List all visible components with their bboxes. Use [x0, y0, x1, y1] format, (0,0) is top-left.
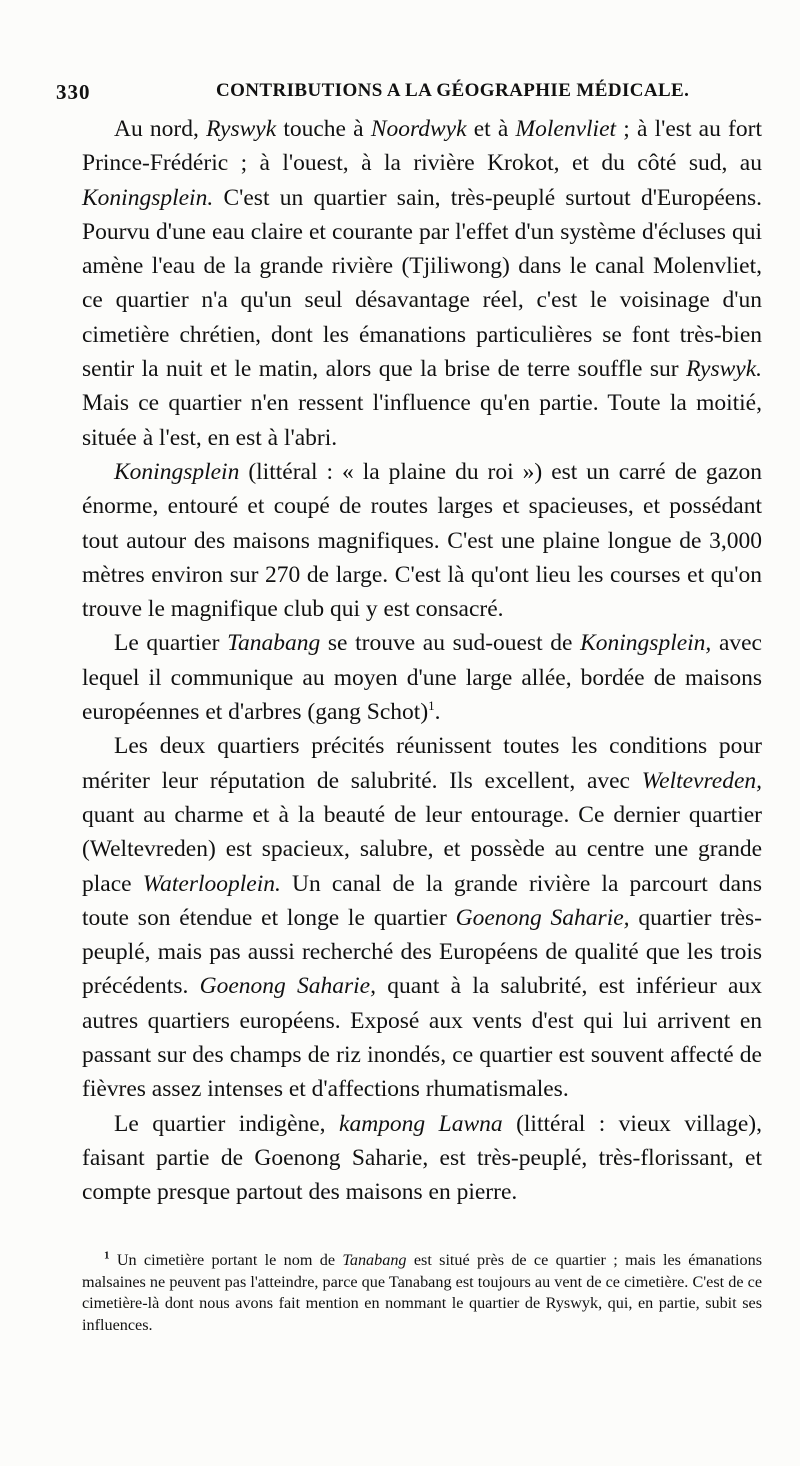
italic-text: Goenong Saharie, — [199, 973, 376, 1000]
text-run: Les deux quartiers précités réunissent toutes les conditions pour mériter leur réputation de salubrité. Ils excellent, avec — [82, 733, 762, 794]
page-header — [56, 80, 756, 110]
text-run: quartier très-peuplé, mais pas aussi recherché des Européens de qualité que les trois précédents. — [82, 904, 762, 1000]
text-run: (littéral : vieux village), faisant partie de Goenong Saharie, est très-peuplé, très-florissant, et compte presque partout des maisons en pierre. — [82, 1110, 762, 1206]
text-run: Un cimetière portant le nom de — [116, 1251, 343, 1269]
italic-text: Waterlooplein. — [142, 870, 281, 897]
italic-text: kampong Lawna — [339, 1110, 503, 1137]
italic-text: Ryswyk — [206, 116, 277, 142]
text-run: C'est un quartier sain, très-peuplé surtout d'Européens. Pourvu d'une eau claire et courante par l'effet d'un système d'écluses qui amène l'eau de la grande rivière (Tjiliwong) dans le canal Molenvliet, ce quartier n'a qu'un seul désavantage réel, c'est le voisinage d'un cimetière chrétien, dont les émanations particulières se font très-bien sentir la nuit et le matin, alors que la brise de terre souffle sur — [82, 184, 762, 383]
text-run: quant au charme et à la beauté de leur entourage. Ce dernier quartier (Weltevreden) est spacieux, salubre, et possède au centre une grande place — [82, 801, 762, 897]
italic-text: Koningsplein, — [580, 630, 712, 657]
text-run: Le quartier — [114, 630, 228, 657]
italic-text: Molenvliet — [515, 116, 617, 142]
text-run: est situé près de ce quartier ; mais les émanations malsaines ne peuvent pas l'atteindre, parce que Tanabang est toujours au vent de ce cimetière. C'est de ce cimetière-là dont nous avons fait mention en nommant le quartier de Ryswyk, qui, en partie, subit ses influences. — [82, 1251, 763, 1334]
footnotes — [82, 1250, 762, 1336]
running-title: CONTRIBUTIONS A LA GÉOGRAPHIE MÉDICALE. — [216, 80, 690, 101]
italic-text: Noordwyk — [370, 116, 467, 142]
text-run: et à — [466, 116, 516, 142]
footnote — [82, 1250, 762, 1336]
paragraph — [82, 455, 762, 626]
italic-text: Goenong Saharie, — [455, 904, 630, 931]
text-run: Un canal de la grande rivière la parcourt dans toute son étendue et longe le quartier — [82, 870, 763, 931]
italic-text: Koningsplein. — [82, 184, 214, 211]
page-number: 330 — [56, 80, 91, 104]
italic-text: Koningsplein — [114, 458, 240, 485]
paragraph — [82, 729, 762, 1106]
body-text — [82, 112, 762, 1210]
text-run: avec lequel il communique au moyen d'une large allée, bordée de maisons européennes et d'arbres (gang Schot) — [82, 630, 762, 726]
text-run: . — [434, 699, 441, 726]
text-run: Mais ce quartier n'en ressent l'influence qu'en partie. Toute la moitié, située à l'est, en est à l'abri. — [82, 390, 762, 451]
paragraph — [82, 1107, 762, 1210]
footnote-reference: 1 — [428, 698, 435, 714]
italic-text: Tanabang — [227, 630, 321, 657]
paragraph — [82, 626, 762, 729]
text-run: (littéral : « la plaine du roi ») est un carré de gazon énorme, entouré et coupé de routes larges et spacieuses, et possédant tout autour des maisons magnifiques. C'est une plaine longue de 3,000 mètres environ sur 270 de large. C'est là qu'ont lieu les courses et qu'on trouve le magnifique club qui y est consacré. — [82, 458, 762, 623]
italic-text: Weltevreden, — [641, 767, 762, 794]
text-run: Le quartier indigène, — [114, 1110, 340, 1137]
text-run: quant à la salubrité, est inférieur aux autres quartiers européens. Exposé aux vents d'est qui lui arrivent en passant sur des champs de riz inondés, ce quartier est souvent affecté de fièvres assez intenses et d'affections rhumatismales. — [82, 973, 762, 1103]
paragraph — [82, 112, 762, 455]
footnote-mark: 1 — [104, 1249, 110, 1262]
text-run: ; à l'est au fort Prince-Frédéric ; à l'ouest, à la rivière Krokot, et du côté sud, au — [82, 116, 762, 177]
italic-text: Ryswyk. — [686, 356, 762, 383]
footnote-text — [82, 1251, 762, 1334]
italic-text: Tanabang — [342, 1251, 407, 1269]
text-run: se trouve au sud-ouest de — [320, 630, 581, 657]
text-run: touche à — [276, 116, 371, 142]
text-run: Au nord, — [114, 116, 207, 142]
